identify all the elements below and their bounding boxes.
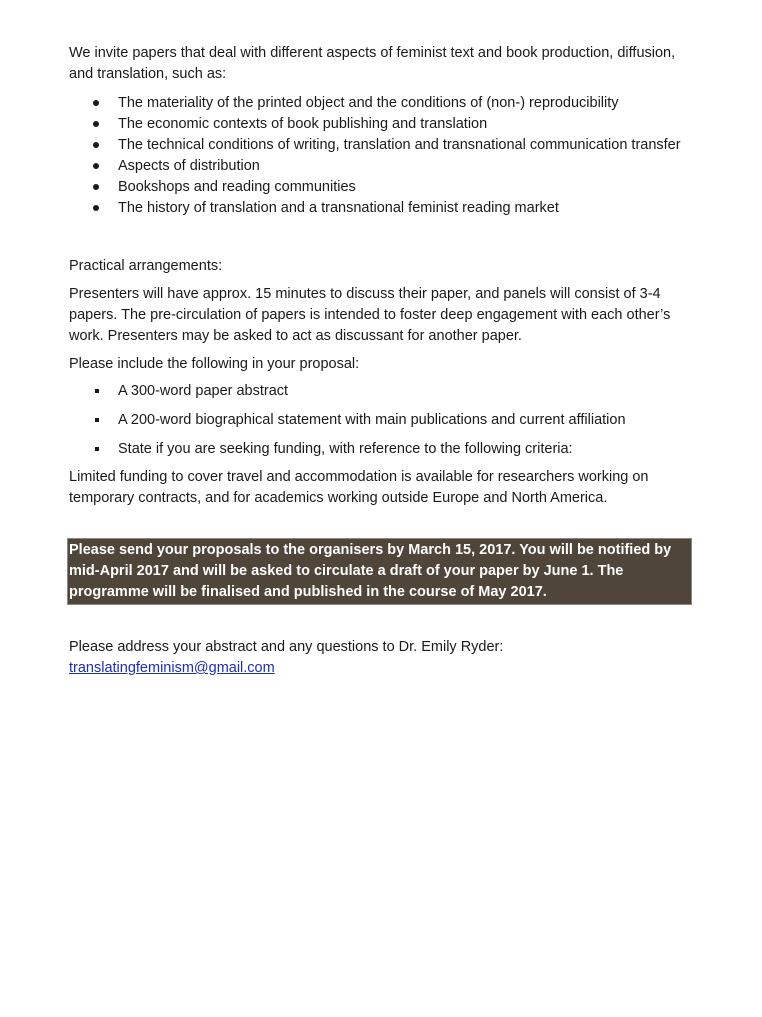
proposal-requirements-list [69, 381, 694, 460]
practical-arrangements-heading: Practical arrangements: [69, 258, 223, 274]
contact-paragraph [69, 637, 694, 679]
contact-text: Please address your abstract and any questions to Dr. Emily Ryder: [69, 639, 504, 655]
presenters-paragraph: Presenters will have approx. 15 minutes to discuss their paper, and panels will consist of 3-4 papers. The pre-circulation of papers is intended to foster deep engagement with each other’s work. Presenters may be asked to act as discussant for another paper. [69, 286, 671, 344]
list-item: A 200-word biographical statement with main publications and current affiliation [69, 410, 694, 431]
funding-paragraph: Limited funding to cover travel and accommodation is available for researchers working on temporary contracts, and for academics working outside Europe and North America. [69, 469, 649, 506]
proposal-requirements-intro: Please include the following in your proposal: [69, 356, 360, 372]
list-item: The materiality of the printed object and the conditions of (non-) reproducibility [69, 93, 694, 114]
deadline-notice-text: Please send your proposals to the organisers by March 15, 2017. You will be notified by mid-April 2017 and will be asked to circulate a draft of your paper by June 1. The programme will be finalised and published in the course of May 2017. [69, 542, 672, 600]
intro-paragraph: We invite papers that deal with different aspects of feminist text and book production, diffusion, and translation, such as: [69, 45, 676, 82]
email-link[interactable]: translatingfeminism@gmail.com [69, 660, 275, 676]
list-item: Bookshops and reading communities [69, 177, 694, 198]
list-item: A 300-word paper abstract [69, 381, 694, 402]
list-item: Aspects of distribution [69, 156, 694, 177]
list-item: The history of translation and a transnational feminist reading market [69, 198, 694, 219]
list-item: The technical conditions of writing, translation and transnational communication transfer [69, 135, 694, 156]
document-page [69, 43, 694, 679]
deadline-notice-box [67, 538, 692, 605]
list-item: State if you are seeking funding, with reference to the following criteria: [69, 439, 694, 460]
topics-list [69, 93, 694, 219]
list-item: The economic contexts of book publishing and translation [69, 114, 694, 135]
